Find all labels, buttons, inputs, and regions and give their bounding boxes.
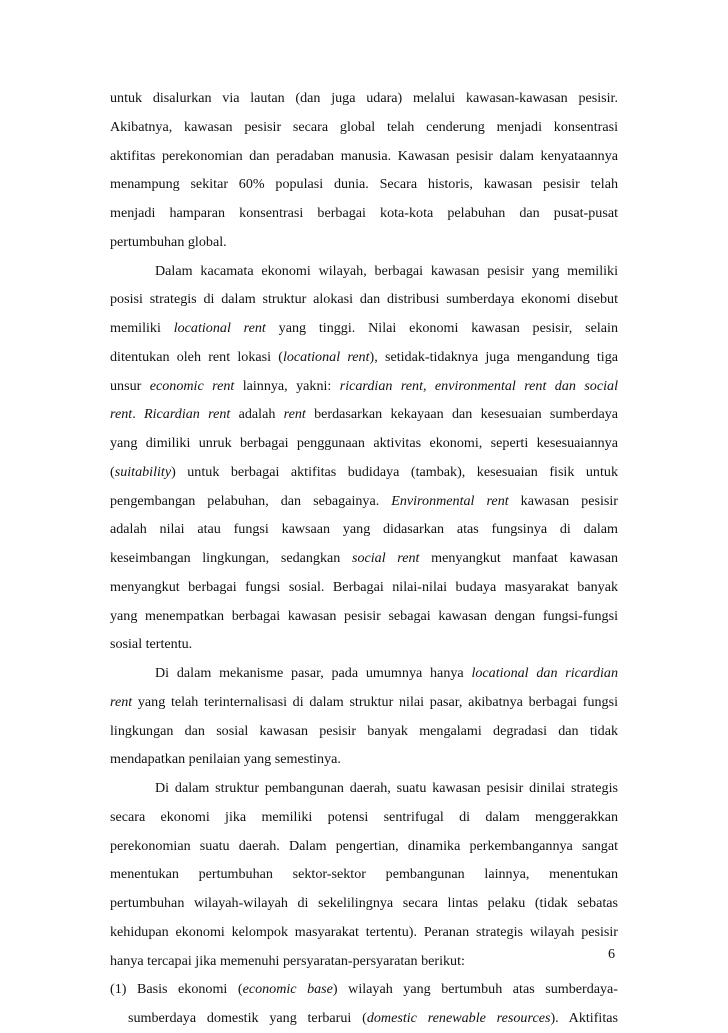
text-run: yang tinggi. Nilai ekonomi kawasan pesisir, selain — [265, 320, 618, 336]
italic-text-run: Environmental rent — [391, 492, 509, 509]
text-run: yang telah terinternalisasi di dalam struktur nilai pasar, akibatnya berbagai fungsi — [132, 693, 618, 710]
italic-text-run: rent — [110, 693, 133, 710]
text-line — [110, 832, 618, 861]
text-run: Di dalam struktur pembangunan daerah, suatu kawasan pesisir dinilai strategis — [155, 780, 618, 796]
text-line — [110, 745, 618, 774]
text-line — [110, 947, 618, 976]
italic-text-run: locational dan ricardian — [471, 665, 618, 681]
text-line — [110, 573, 618, 602]
text-run: keseimbangan lingkungan, sedangkan — [110, 550, 352, 566]
text-line — [110, 372, 618, 401]
italic-text-run: rent — [283, 406, 306, 423]
italic-text-run: Ricardian rent — [144, 406, 231, 423]
text-run: berdasarkan kekayaan dan kesesuaian sumberdaya — [305, 406, 618, 423]
text-line — [110, 487, 618, 516]
text-run: unsur — [110, 377, 150, 394]
text-run: pengembangan pelabuhan, dan sebagainya. — [110, 492, 392, 509]
text-line — [110, 400, 618, 429]
text-line — [110, 199, 618, 228]
text-line — [110, 630, 618, 659]
text-line — [110, 429, 618, 458]
text-line — [110, 602, 618, 631]
text-line — [110, 84, 618, 113]
text-run: mendapatkan penilaian yang semestinya. — [110, 751, 341, 768]
document-body — [110, 84, 618, 1033]
text-run: lainnya, yakni: — [234, 377, 340, 394]
text-line — [110, 228, 618, 257]
text-line — [110, 458, 618, 487]
text-run: untuk disalurkan via lautan (dan juga udara) melalui kawasan-kawasan pesisir. — [110, 90, 618, 106]
text-line — [110, 918, 618, 947]
text-line — [110, 688, 618, 717]
italic-text-run: economic rent — [149, 377, 235, 394]
text-line — [110, 803, 618, 832]
text-line — [110, 314, 618, 343]
text-line — [110, 889, 618, 918]
text-run: ditentukan oleh rent lokasi ( — [110, 348, 283, 365]
text-run: (1) Basis ekonomi ( — [110, 981, 243, 998]
text-line — [110, 515, 618, 544]
italic-text-run: social rent — [351, 550, 420, 566]
italic-text-run: rent — [110, 406, 133, 423]
text-run: Akibatnya, kawasan pesisir secara global telah cenderung menjadi konsentrasi — [110, 118, 618, 135]
text-line — [110, 860, 618, 889]
italic-text-run: locational rent — [173, 320, 266, 336]
text-run: aktifitas perekonomian dan peradaban manusia. Kawasan pesisir dalam kenyataannya — [110, 147, 618, 164]
text-run: posisi strategis di dalam struktur alokasi dan distribusi sumberdaya ekonomi disebut — [110, 291, 618, 308]
text-run: kehidupan ekonomi kelompok masyarakat tertentu). Peranan strategis wilayah pesisir — [110, 923, 618, 940]
italic-text-run: domestic renewable resources — [366, 1010, 551, 1026]
text-run: ) wilayah yang bertumbuh atas sumberdaya- — [332, 981, 618, 998]
text-run: Di dalam mekanisme pasar, pada umumnya hanya — [155, 665, 472, 681]
text-run: ( — [110, 463, 115, 480]
text-line — [110, 257, 618, 286]
italic-text-run: economic base — [242, 981, 333, 998]
text-run: menyangkut berbagai fungsi sosial. Berbagai nilai-nilai budaya masyarakat banyak — [110, 578, 618, 595]
text-run: menampung sekitar 60% populasi dunia. Secara historis, kawasan pesisir telah — [110, 176, 618, 193]
text-line — [110, 1004, 618, 1033]
text-run: hanya tercapai jika memenuhi persyaratan-persyaratan berikut: — [110, 952, 465, 969]
text-line — [110, 659, 618, 688]
text-run: menentukan pertumbuhan sektor-sektor pembangunan lainnya, menentukan — [110, 866, 618, 883]
text-run: lingkungan dan sosial kawasan pesisir banyak mengalami degradasi dan tidak — [110, 722, 618, 739]
text-run: memiliki — [110, 320, 174, 336]
text-run: pertumbuhan wilayah-wilayah di sekelilingnya secara lintas pelaku (tidak sebatas — [110, 895, 618, 911]
text-run: adalah nilai atau fungsi kawsaan yang didasarkan atas fungsinya di dalam — [110, 521, 618, 538]
text-line — [110, 285, 618, 314]
text-run: secara ekonomi jika memiliki potensi sentrifugal di dalam menggerakkan — [110, 808, 618, 825]
text-run: adalah — [230, 406, 284, 423]
text-run: ), setidak-tidaknya juga mengandung tiga — [369, 348, 618, 365]
text-run: perekonomian suatu daerah. Dalam pengertian, dinamika perkembangannya sangat — [110, 837, 618, 854]
text-line — [110, 170, 618, 199]
text-run: kawasan pesisir — [508, 492, 618, 509]
italic-text-run: locational rent — [282, 348, 370, 365]
text-run: pertumbuhan global. — [110, 233, 227, 250]
italic-text-run: ricardian rent, environmental rent dan social — [339, 377, 618, 394]
text-run: yang menempatkan berbagai kawasan pesisir sebagai kawasan dengan fungsi-fungsi — [110, 607, 618, 624]
text-run: sosial tertentu. — [110, 636, 193, 653]
text-run: yang dimiliki unruk berbagai penggunaan aktivitas ekonomi, seperti kesesuaiannya — [110, 435, 618, 451]
text-run: menjadi hamparan konsentrasi berbagai kota-kota pelabuhan dan pusat-pusat — [110, 205, 618, 221]
text-line — [110, 544, 618, 573]
text-line — [110, 142, 618, 171]
text-line — [110, 343, 618, 372]
text-line — [110, 717, 618, 746]
text-line — [110, 113, 618, 142]
text-line — [110, 774, 618, 803]
text-run: sumberdaya domestik yang terbarui ( — [128, 1010, 367, 1026]
text-line — [110, 975, 618, 1004]
text-run: ). Aktifitas — [550, 1010, 618, 1026]
text-run: . — [132, 406, 144, 423]
italic-text-run: suitability — [114, 463, 172, 480]
page-number: 6 — [608, 946, 616, 962]
text-run: Dalam kacamata ekonomi wilayah, berbagai kawasan pesisir yang memiliki — [155, 262, 618, 279]
text-run: ) untuk berbagai aktifitas budidaya (tambak), kesesuaian fisik untuk — [171, 463, 618, 480]
text-run: menyangkut manfaat kawasan — [419, 550, 618, 566]
